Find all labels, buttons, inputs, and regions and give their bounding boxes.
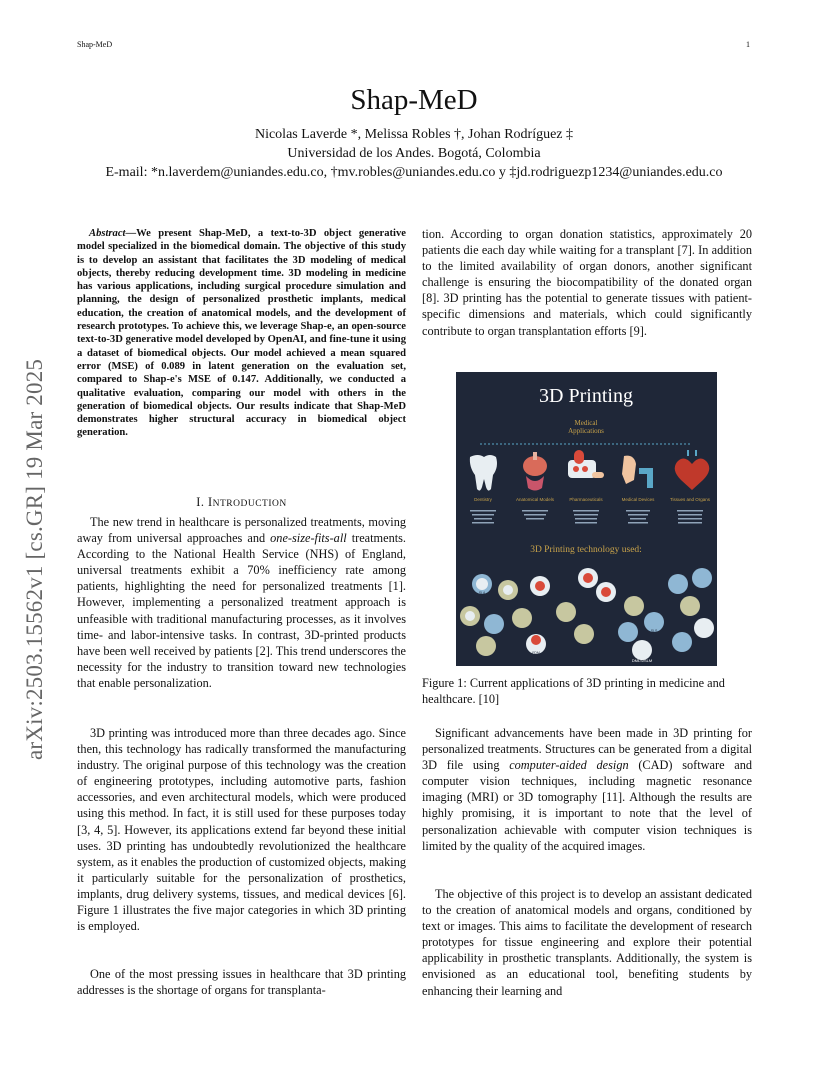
right-paragraph-2: Significant advancements have been made in 3D printing for personalized treatments. Structures can be generated from a digital 3D file using computer-aided design (CAD) software and computer vision techniques, including magnetic resonance imaging (MRI) or 3D tomography [11]. Although the results are highly promising, it is important to note that the level of personalization achievable with computer vision techniques is limited by the quality of the acquired images. xyxy=(422,726,752,853)
figure-3d-printing-infographic xyxy=(456,372,717,666)
infographic-subtitle-1: Medical xyxy=(574,419,598,427)
infographic-title: 3D Printing xyxy=(539,385,633,407)
paper-title: Shap-MeD xyxy=(350,84,478,116)
abstract xyxy=(77,227,406,440)
email-line: E-mail: *n.laverdem@uniandes.edu.co, †mv.robles@uniandes.edu.co y ‡jd.rodriguezp1234@uniandes.edu.co xyxy=(105,165,723,180)
category-anatomical-models: Anatomical Models xyxy=(515,497,555,502)
intro-paragraph-2: 3D printing was introduced more than three decades ago. Since then, this technology has radically transformed the manufacturing industry. The original purpose of this technology was the creation of engineering prototypes, including automotive parts, fashion accessories, and even architectural models, which were produced using this method. In fact, it is still used for these purposes today [3, 4, 5]. However, its applications extend far beyond these initial uses. 3D printing has undoubtedly revolutionized the healthcare system, as it enables the production of customized objects, making it particularly suitable for the personalization of prosthetics, implants, drug delivery systems, tissues, and medical devices [6]. Figure 1 illustrates the five major categories in which 3D printing is employed. xyxy=(77,726,406,934)
authors-line: Nicolas Laverde *, Melissa Robles †, Johan Rodríguez ‡ xyxy=(254,127,574,142)
page-number: 1 xyxy=(746,40,750,49)
intro-paragraph-1: The new trend in healthcare is personalized treatments, moving away from universal approaches and one-size-fits-all treatments. According to the National Health Service (NHS) of England, universal treatments exhibit a 70% inefficiency rate among patients, highlighting the need for personalized treatments [1]. However, implementing a personalized treatment approach is unfeasible with traditional manufacturing processes, as it involves time- and labor-intensive tasks. In contrast, 3D-printed products have been well received by patients [2]. This trend underscores the necessity for the industry to transition toward new technologies that enable personalization. xyxy=(77,515,406,690)
category-tissues-organs: Tissues and Organs xyxy=(669,497,711,502)
affiliation-line: Universidad de los Andes. Bogotá, Colombia xyxy=(287,146,541,161)
svg-text:SLS: SLS xyxy=(650,629,658,633)
technology-label-dmls: DMLS/SLM xyxy=(631,658,653,663)
infographic-technology-heading: 3D Printing technology used: xyxy=(530,545,642,555)
svg-text:SLA: SLA xyxy=(478,591,486,595)
right-paragraph-3: The objective of this project is to develop an assistant dedicated to the creation of anatomical models and organs, conditioned by text or images. This aims to facilitate the development of research prototypes for tissue engineering and explore their potential applicability in prosthetic transplants. Additionally, the system is envisioned as an educational tool, benefiting students by enhancing their learning and xyxy=(422,887,752,998)
intro-paragraph-3: One of the most pressing issues in healthcare that 3D printing addresses is the shortage of organs for transplanta- xyxy=(77,967,406,998)
abstract-text: —We present Shap-MeD, a text-to-3D object generative model specialized in the biomedical domain. The objective of this study is to develop an assistant that facilitates the 3D modeling of medical objects, thereby reducing development time. 3D modeling in medicine has various applications, including surgical procedure simulation and planning, the design of personalized prosthetic implants, medical education, the creation of anatomical models, and the development of research prototypes. To achieve this, we leverage Shap-e, an open-source text-to-3D generative model developed by OpenAI, and fine-tune it using a dataset of biomedical objects. Our model achieved a mean squared error (MSE) of 0.089 in latent generation on the evaluation set, compared to Shap-e's MSE of 0.147. Additionally, we conducted a qualitative evaluation, comparing our model with others in the generation of biomedical objects. Our results indicate that Shap-MeD demonstrates higher structural accuracy in biomedical object generation. xyxy=(77,228,406,439)
right-paragraph-1: tion. According to organ donation statistics, approximately 20 patients die each day while waiting for a transplant [7]. In addition to the limited availability of organ donors, another significant challenge is ensuring the biocompatibility of the donated organ [8]. 3D printing has the potential to generate tissues with patient-specific dimensions and materials, which could significantly contribute to organ transplantation efforts [9]. xyxy=(422,227,752,338)
svg-text:FDM: FDM xyxy=(532,651,540,655)
category-pharmaceuticals: Pharmaceuticals xyxy=(569,497,603,502)
infographic-subtitle-2: Applications xyxy=(568,427,604,435)
category-medical-devices: Medical Devices xyxy=(621,497,655,502)
abstract-lead: Abstract xyxy=(89,228,126,239)
category-dentistry: Dentistry xyxy=(474,497,492,502)
section-heading-introduction: I. INTRODUCTION xyxy=(196,495,287,509)
arxiv-stamp: arXiv:2503.15562v1 [cs.GR] 19 Mar 2025 xyxy=(22,358,47,760)
running-title: Shap-MeD xyxy=(77,40,113,49)
figure-caption: Figure 1: Current applications of 3D printing in medicine and healthcare. [10] xyxy=(422,676,725,707)
